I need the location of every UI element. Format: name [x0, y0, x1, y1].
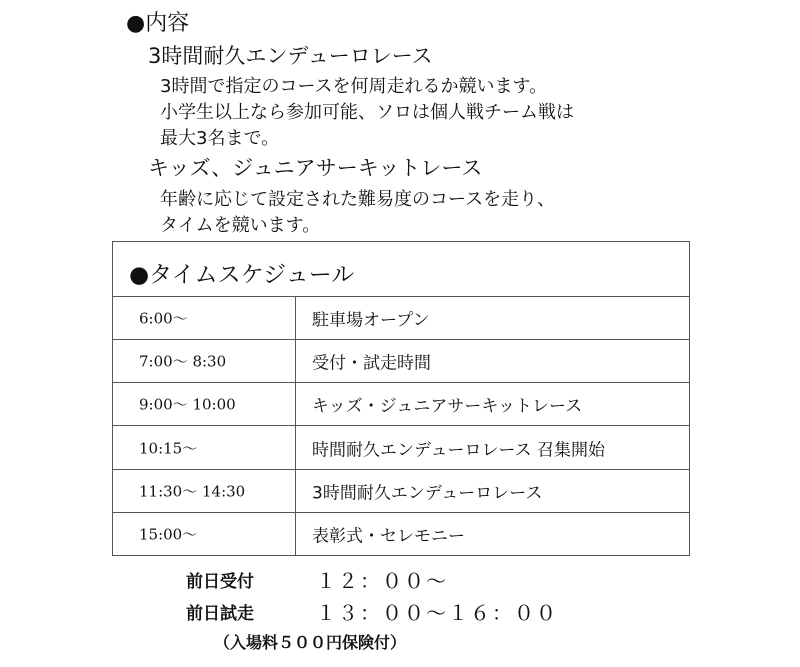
schedule-time-cell: [113, 426, 296, 469]
endurance-desc-line-2: 小学生以上なら参加可能、ソロは個人戦チーム戦は: [160, 102, 574, 123]
schedule-event-cell: [296, 426, 689, 469]
endurance-desc-line-1: 3時間で指定のコースを何周走れるか競います。: [160, 76, 548, 97]
endurance-race-title: 3時間耐久エンデューロレース: [148, 44, 433, 68]
schedule-event-cell: [296, 513, 689, 555]
schedule-row: [113, 383, 689, 426]
schedule-time: 15:00〜: [139, 525, 198, 544]
schedule-event: キッズ・ジュニアサーキットレース: [312, 396, 583, 417]
schedule-event-cell: [296, 470, 689, 512]
schedule-time-cell: [113, 340, 296, 382]
schedule-time-cell: [113, 383, 296, 425]
kids-desc-line-2: タイムを競います。: [160, 215, 321, 236]
schedule-row: [113, 513, 689, 555]
endurance-desc-line-3: 最大3名まで。: [160, 128, 280, 149]
schedule-time: 7:00〜 8:30: [139, 352, 227, 371]
content-heading: ●内容: [126, 11, 190, 36]
schedule-time: 11:30〜 14:30: [139, 482, 246, 501]
previous-day-trial-label: 前日試走: [186, 604, 254, 624]
schedule-row: [113, 426, 689, 470]
schedule-event-cell: [296, 340, 689, 382]
schedule-table: [112, 241, 690, 556]
schedule-event: 受付・試走時間: [312, 353, 431, 374]
schedule-time-cell: [113, 513, 296, 555]
schedule-row: [113, 340, 689, 383]
previous-day-reception-time: １２：００〜: [316, 569, 448, 593]
schedule-time: 9:00〜 10:00: [139, 395, 236, 414]
schedule-time: 10:15〜: [139, 439, 198, 457]
schedule-row: [113, 470, 689, 513]
schedule-event: 表彰式・セレモニー: [312, 526, 465, 547]
schedule-event-cell: [296, 297, 689, 339]
schedule-event: 駐車場オープン: [312, 310, 430, 331]
schedule-time-cell: [113, 470, 296, 512]
schedule-event: 3時間耐久エンデューロレース: [312, 483, 543, 504]
schedule-heading: ●タイムスケジュール: [129, 262, 355, 288]
schedule-row: [113, 297, 689, 340]
kids-race-title: キッズ、ジュニアサーキットレース: [148, 156, 483, 180]
schedule-time: 6:00〜: [139, 309, 188, 328]
previous-day-trial-time: １３：００〜１６：００: [316, 601, 558, 625]
schedule-event: 時間耐久エンデューロレース 召集開始: [312, 440, 606, 460]
schedule-event-cell: [296, 383, 689, 425]
schedule-time-cell: [113, 297, 296, 339]
previous-day-reception-label: 前日受付: [186, 572, 254, 592]
schedule-header: [113, 242, 689, 297]
admission-note: （入場料５００円保険付）: [214, 633, 407, 652]
kids-desc-line-1: 年齢に応じて設定された難易度のコースを走り、: [160, 189, 556, 210]
